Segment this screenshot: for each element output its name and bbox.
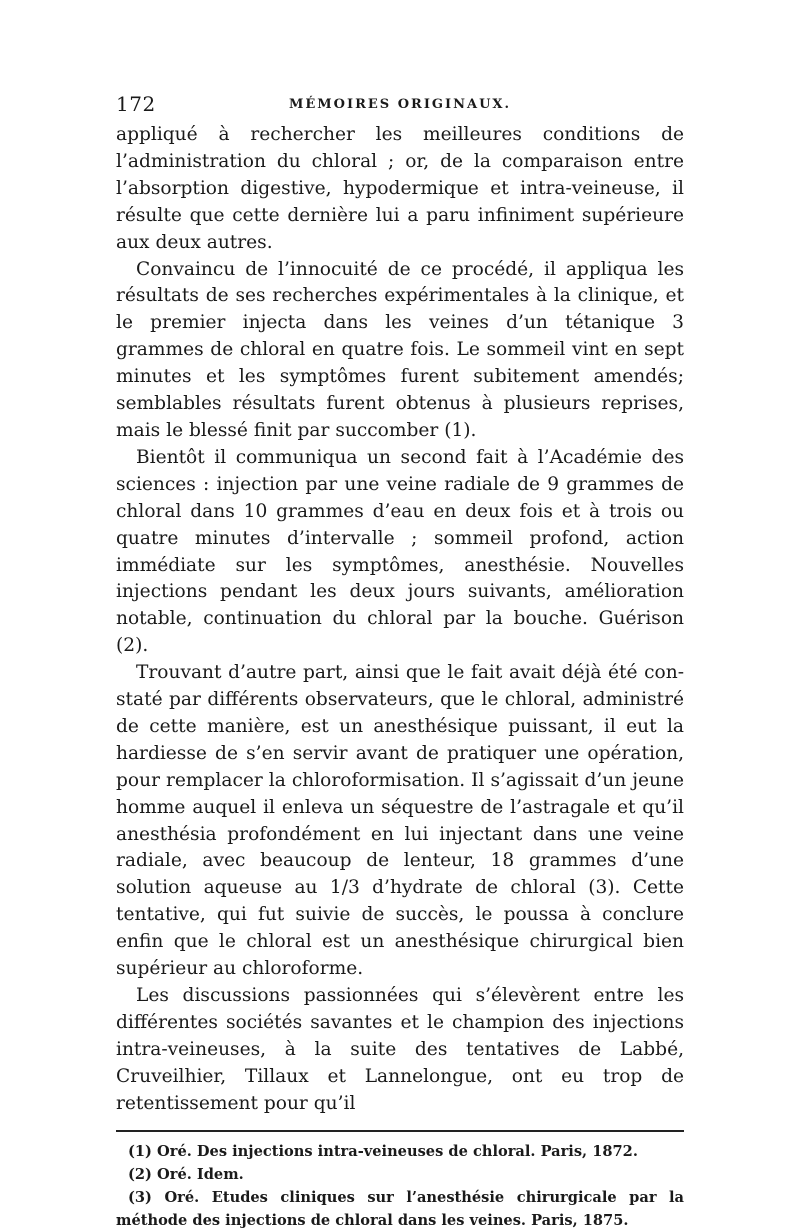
page-number: 172: [116, 92, 156, 116]
footnotes: [116, 1140, 684, 1232]
page-header: [116, 92, 684, 122]
paragraph: Les discussions passionnées qui s’élevèrent entre les différentes sociétés savantes et le champion des injections intra-veineuses, à la suite des tentatives de Labbé, Cruveilhier, Tillaux et Lannelongue, ont eu trop de retentissement pour qu’il: [116, 985, 684, 1114]
paragraph: Bientôt il communiqua un second fait à l’Académie des sciences : injection par une veine radiale de 9 grammes de chloral dans 10 grammes d’eau en deux fois et à trois ou quatre minutes d’intervalle ; sommeil profond, action immédiate sur les symptômes, anesthésie. Nouvelles injections pendant les deux jours suivants, amélioration notable, continuation du chloral par la bouche. Guérison (2).: [116, 446, 684, 657]
running-title: MÉMOIRES ORIGINAUX.: [288, 97, 512, 112]
footnote: (2) Oré. Idem.: [128, 1165, 244, 1183]
paragraph: appliqué à rechercher les meilleures conditions de l’administration du chloral ; or, de la comparaison entre l’absorption digestive, hypodermique et intra-veineuse, il résulte que cette dernière lui a paru infiniment supérieure aux deux autres.: [116, 124, 684, 253]
paragraph: Convaincu de l’innocuité de ce procédé, il appliqua les résultats de ses recherches expérimentales à la clinique, et le premier injecta dans les veines d’un tétanique 3 grammes de chloral en quatre fois. Le sommeil vint en sept minutes et les symptômes furent subitement amendés; semblables résultats furent obtenus à plusieurs reprises, mais le blessé finit par succomber (1).: [116, 258, 684, 441]
footnote-divider: [116, 1130, 684, 1132]
book-page: [116, 92, 684, 1232]
footnote: (3) Oré. Etudes cliniques sur l’anesthésie chirurgicale par la méthode des injections de chloral dans les veines. Paris, 1875.: [116, 1188, 684, 1229]
paragraph: Trouvant d’autre part, ainsi que le fait avait déjà été constaté par différents observateurs, que le chloral, administré de cette manière, est un anesthésique puissant, il eut la hardiesse de s’en servir avant de pratiquer une opération, pour remplacer la chloroformisation. Il s’agissait d’un jeune homme auquel il enleva un séquestre de l’astragale et qu’il anesthésia profondément en lui injectant dans une veine radiale, avec beaucoup de lenteur, 18 grammes d’une solution aqueuse au 1/3 d’hydrate de chloral (3). Cette tentative, qui fut suivie de succès, le poussa à conclure enfin que le chloral est un anesthésique chirurgical bien supérieur au chloroforme.: [116, 662, 684, 980]
footnote: (1) Oré. Des injections intra-veineuses de chloral. Paris, 1872.: [128, 1142, 638, 1160]
body-text: [116, 122, 684, 1118]
